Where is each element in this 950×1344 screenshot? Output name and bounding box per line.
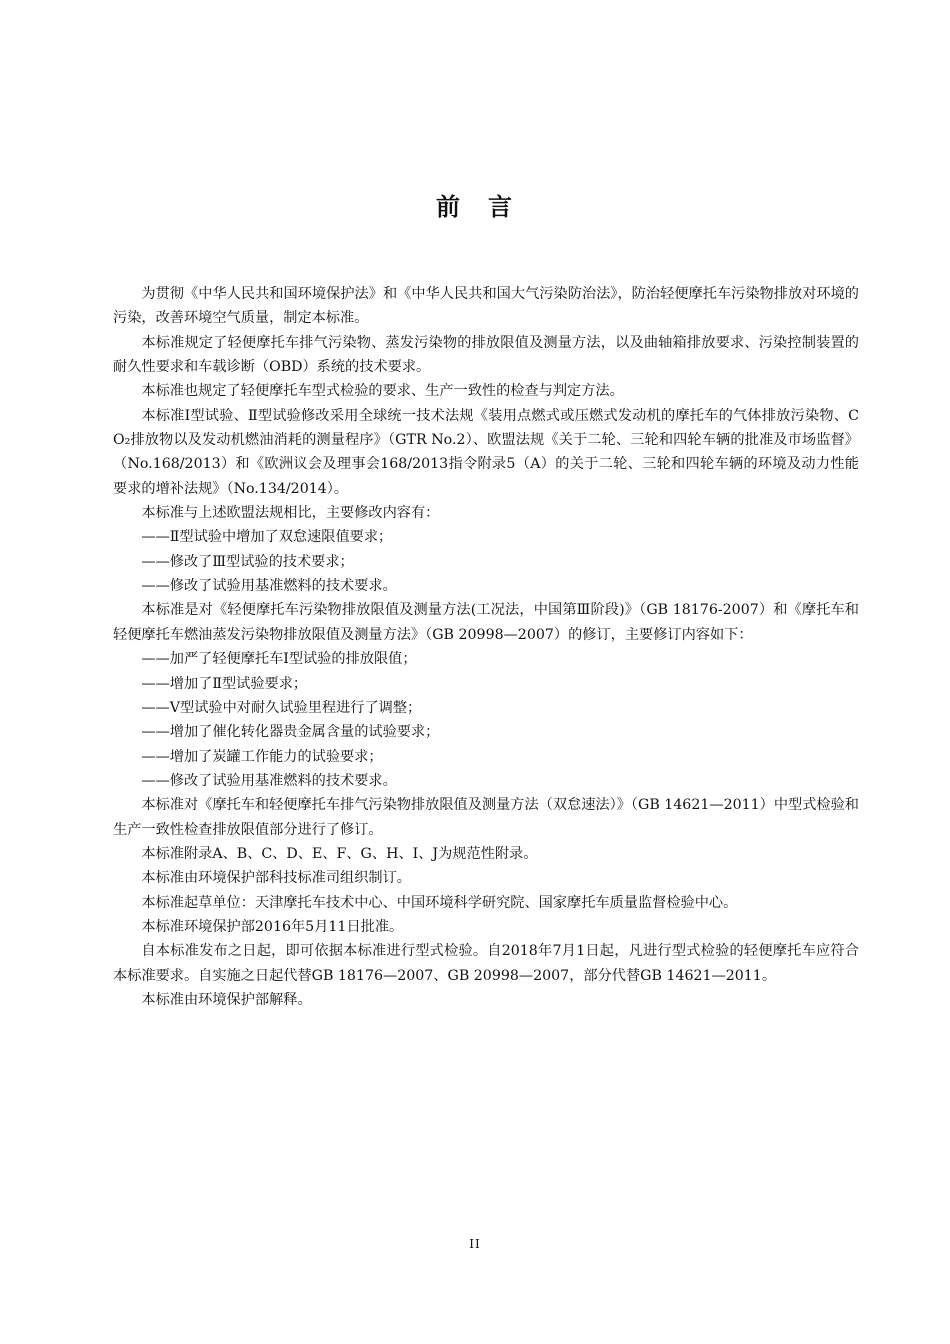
paragraph: 本标准规定了轻便摩托车排气污染物、蒸发污染物的排放限值及测量方法，以及曲轴箱排放要求、污染控制装置的耐久性要求和车载诊断（OBD）系统的技术要求。 xyxy=(113,334,859,376)
list-item: ——修改了试验用基准燃料的技术要求。 xyxy=(141,772,397,789)
paragraph: 本标准附录A、B、C、D、E、F、G、H、I、J为规范性附录。 xyxy=(141,845,538,862)
paragraph: 为贯彻《中华人民共和国环境保护法》和《中华人民共和国大气污染防治法》，防治轻便摩托车污染物排放对环境的污染，改善环境空气质量，制定本标准。 xyxy=(113,286,859,327)
page-title: 前 言 xyxy=(436,193,514,221)
page-number: II xyxy=(469,1237,481,1251)
list-item: ——加严了轻便摩托车Ⅰ型试验的排放限值； xyxy=(141,651,417,668)
paragraph: 本标准起草单位：天津摩托车技术中心、中国环境科学研究院、国家摩托车质量监督检验中心。 xyxy=(141,894,738,911)
list-item: ——增加了Ⅱ型试验要求； xyxy=(141,675,308,692)
paragraph: 本标准环境保护部2016年5月11日批准。 xyxy=(141,918,404,935)
list-item: ——修改了试验用基准燃料的技术要求。 xyxy=(141,578,397,595)
list-item: ——Ⅴ型试验中对耐久试验里程进行了调整； xyxy=(141,699,422,716)
paragraph: 自本标准发布之日起，即可依据本标准进行型式检验。自2018年7月1日起，凡进行型式检验的轻便摩托车应符合本标准要求。自实施之日起代替GB 18176—2007、GB 20998—2007，部分代替GB 14621—2011。 xyxy=(113,943,859,984)
paragraph: 本标准也规定了轻便摩托车型式检验的要求、生产一致性的检查与判定方法。 xyxy=(141,383,624,400)
list-item: ——增加了炭罐工作能力的试验要求； xyxy=(141,748,383,765)
paragraph: 本标准由环境保护部解释。 xyxy=(141,991,312,1008)
paragraph: 本标准是对《轻便摩托车污染物排放限值及测量方法(工况法，中国第Ⅲ阶段)》（GB 18176-2007）和《摩托车和轻便摩托车燃油蒸发污染物排放限值及测量方法》（GB 20998—2007）的修订，主要修订内容如下： xyxy=(113,602,859,643)
list-item: ——Ⅱ型试验中增加了双怠速限值要求； xyxy=(141,529,393,546)
paragraph: 本标准对《摩托车和轻便摩托车排气污染物排放限值及测量方法（双怠速法）》（GB 14621—2011）中型式检验和生产一致性检查排放限值部分进行了修订。 xyxy=(113,797,859,838)
list-item: ——增加了催化转化器贵金属含量的试验要求； xyxy=(141,724,440,741)
preface-body xyxy=(113,282,859,1012)
paragraph: 本标准与上述欧盟法规相比，主要修改内容有： xyxy=(141,505,440,522)
paragraph: 本标准Ⅰ型试验、Ⅱ型试验修改采用全球统一技术法规《装用点燃式或压燃式发动机的摩托车的气体排放污染物、CO₂排放物以及发动机燃油消耗的测量程序》（GTR No.2）、欧盟法规《关于二轮、三轮和四轮车辆的批准及市场监督》（No.168/2013）和《欧洲议会及理事会168/2013指令附录5（A）的关于二轮、三轮和四轮车辆的环境及动力性能要求的增补法规》（No.134/2014）。 xyxy=(113,407,859,497)
list-item: ——修改了Ⅲ型试验的技术要求； xyxy=(141,553,354,570)
paragraph: 本标准由环境保护部科技标准司组织制订。 xyxy=(141,870,411,887)
